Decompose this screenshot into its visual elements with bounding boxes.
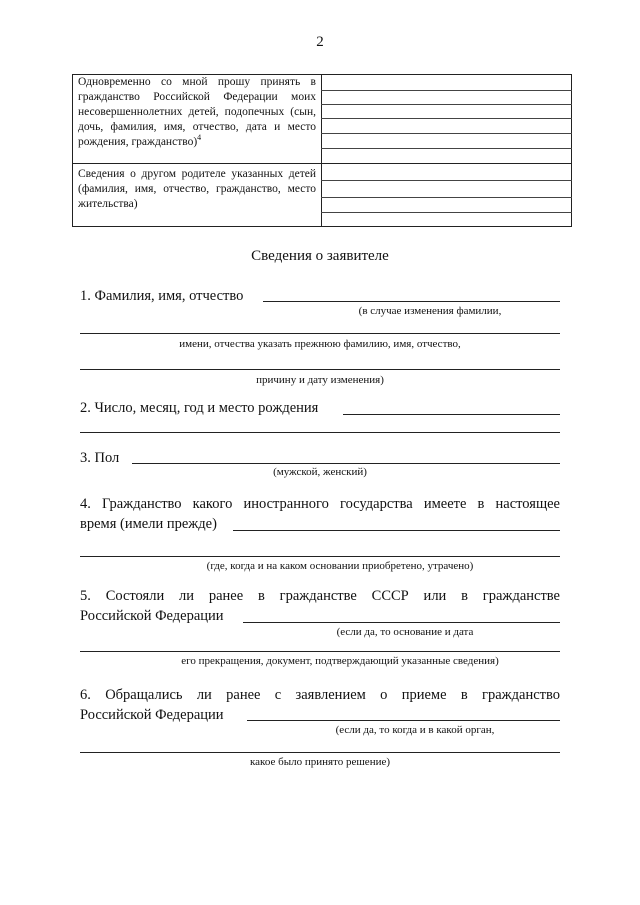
q2-label: 2. Число, месяц, год и место рождения xyxy=(80,400,319,416)
q1-answer-line-3[interactable] xyxy=(80,369,560,370)
q4-answer-line[interactable] xyxy=(233,530,560,531)
q5-answer-line-2[interactable] xyxy=(80,651,560,652)
q5-line2: Российской Федерации xyxy=(80,608,224,624)
row1-footnote: 4 xyxy=(197,133,202,143)
q5-answer-line[interactable] xyxy=(243,622,560,623)
section-title: Сведения о заявителе xyxy=(251,248,389,264)
q3-hint: (мужской, женский) xyxy=(273,466,367,478)
entry-line[interactable] xyxy=(321,180,572,181)
table-row1-label xyxy=(78,75,316,150)
entry-line[interactable] xyxy=(321,148,572,149)
entry-line[interactable] xyxy=(321,104,572,105)
q1-hint2: имени, отчества указать прежнюю фамилию, имя, отчество, xyxy=(179,338,461,350)
entry-line[interactable] xyxy=(321,90,572,91)
table-row-divider xyxy=(72,163,572,164)
table-row2-label: Сведения о другом родителе указанных детей (фамилия, имя, отчество, гражданство, место жительства) xyxy=(78,168,316,210)
entry-line[interactable] xyxy=(321,197,572,198)
q2-answer-line-2[interactable] xyxy=(80,432,560,433)
q5-hint1: (если да, то основание и дата xyxy=(336,626,474,638)
table-column-divider xyxy=(321,74,322,227)
q3-label: 3. Пол xyxy=(80,450,120,466)
q1-hint3: причину и дату изменения) xyxy=(256,374,384,386)
q1-answer-line[interactable] xyxy=(263,301,560,302)
q6-hint2: какое было принято решение) xyxy=(249,756,391,768)
entry-line[interactable] xyxy=(321,133,572,134)
q6-line2: Российской Федерации xyxy=(80,707,224,723)
q1-hint1: (в случае изменения фамилии, xyxy=(358,305,502,317)
q5-line1: 5. Состояли ли ранее в гражданстве СССР или в гражданстве xyxy=(80,588,560,604)
q6-answer-line[interactable] xyxy=(247,720,560,721)
q4-hint: (где, когда и на каком основании приобретено, утрачено) xyxy=(206,560,474,572)
q1-label: 1. Фамилия, имя, отчество xyxy=(80,288,244,304)
entry-line[interactable] xyxy=(321,118,572,119)
q6-answer-line-2[interactable] xyxy=(80,752,560,753)
entry-line[interactable] xyxy=(321,212,572,213)
q4-answer-line-2[interactable] xyxy=(80,556,560,557)
q4-line2: время (имели прежде) xyxy=(80,516,217,532)
q2-answer-line[interactable] xyxy=(343,414,560,415)
q3-answer-line[interactable] xyxy=(132,463,560,464)
page-number: 2 xyxy=(316,34,324,50)
q1-answer-line-2[interactable] xyxy=(80,333,560,334)
row1-text: Одновременно со мной прошу принять в гражданство Российской Федерации моих несовершеннолетних детей, подопечных (сын, дочь, фамилия, имя, отчество, дата и место рождения, гражданство) xyxy=(78,76,316,148)
q6-hint1: (если да, то когда и в какой орган, xyxy=(335,724,495,736)
q6-line1: 6. Обращались ли ранее с заявлением о приеме в гражданство xyxy=(80,687,560,703)
q4-line1: 4. Гражданство какого иностранного государства имеете в настоящее xyxy=(80,496,560,512)
q5-hint2: его прекращения, документ, подтверждающий указанные сведения) xyxy=(181,655,499,667)
